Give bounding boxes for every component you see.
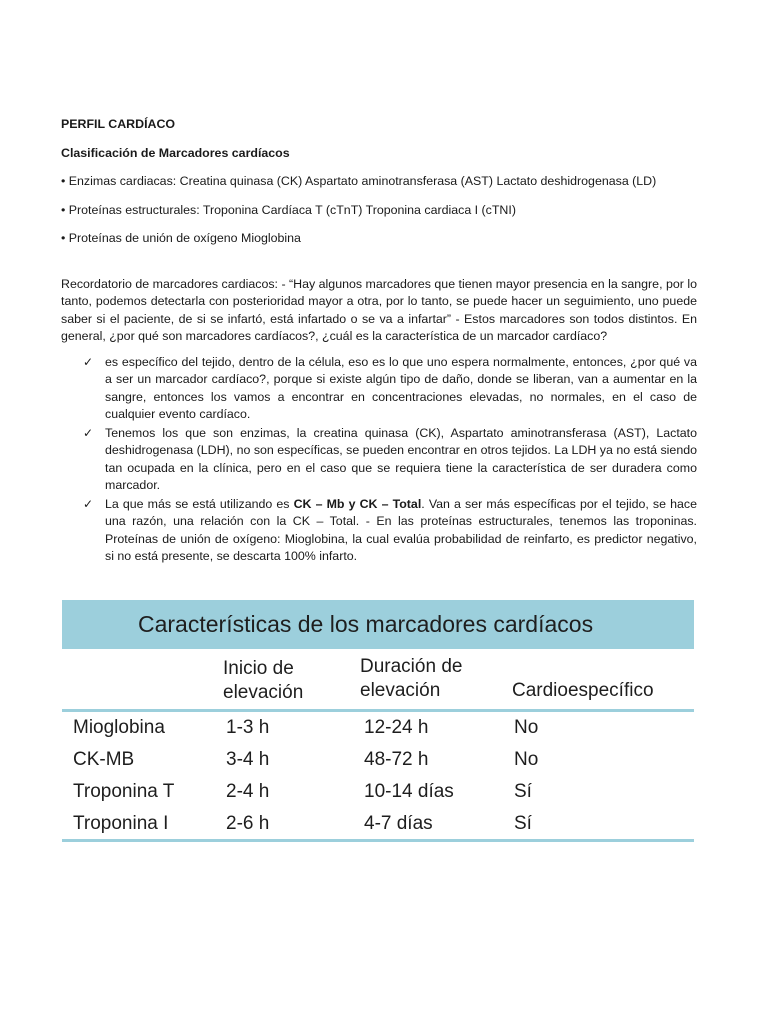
checklist [61,354,697,566]
bullet-enzymes: • Enzimas cardiacas: Creatina quinasa (CK) Aspartato aminotransferasa (AST) Lactato deshidrogenasa (LD) [61,174,657,188]
table-cell-duration: 10-14 días [364,781,454,802]
table-cell-duration: 48-72 h [364,749,429,770]
table-cell-specific: Sí [514,813,532,834]
checklist-item-text-post: . Van a ser más específicas por el tejido, se hace una razón, una relación con la CK – Total. - En las proteínas estructurales, tenemos las troponinas. Proteínas de unión de oxígeno: Mioglobina, la cual evalúa probabilidad de reinfarto, es predictor negativo, si no está presente, se descarta 100% infarto. [105,496,697,563]
checklist-item-text: Tenemos los que son enzimas, la creatina quinasa (CK), Aspartato aminotransferasa (AST), Lactato deshidrogenasa (LDH), no son específicas, se pueden encontrar en otros tejidos. La LDH ya no está siendo tan ocupada en la clínica, pero en el caso que se requiera tiene la característica de ser duradera como marcador. [105,425,697,492]
figure-header-band [62,600,694,649]
checkmark-icon: ✓ [83,425,94,440]
checklist-item-bold: CK – Mb y CK – Total [293,496,422,511]
table-cell-onset: 2-6 h [226,813,270,834]
table-cell-onset: 1-3 h [226,717,270,738]
table-cell-marker: Troponina T [73,781,175,802]
table-cell-duration: 4-7 días [364,813,433,834]
column-header-duration-line2: elevación [360,680,441,701]
table-cell-onset: 2-4 h [226,781,270,802]
table-cell-onset: 3-4 h [226,749,270,770]
table-cell-specific: Sí [514,781,532,802]
column-header-onset [223,657,303,705]
intro-paragraph: Recordatorio de marcadores cardiacos: - “Hay algunos marcadores que tienen mayor presencia en la sangre, por lo tanto, podemos detectarla con posterioridad mayor a otra, por lo tanto, se puede hacer un seguimiento, uno puede saber si el paciente, de si se infartó, está infartado o se va a infartar” - Estos marcadores son todos distintos. En general, ¿por qué son marcadores cardíacos?, ¿cuál es la característica de un marcador cardíaco? [61,276,697,343]
markers-figure [62,600,694,844]
checkmark-icon: ✓ [83,496,94,511]
table-cell-marker: Troponina I [73,813,169,834]
checklist-item-text: es específico del tejido, dentro de la célula, eso es lo que uno espera normalmente, entonces, ¿por qué va a ser un marcador cardíaco?, porque si existe algún tipo de daño, donde se liberan, van a aumentar en la sangre, entonces los vamos a encontrar en concentraciones elevadas, no normales, en el caso de cualquier evento cardíaco. [105,354,697,421]
page-title: PERFIL CARDÍACO [61,117,176,131]
table-cell-duration: 12-24 h [364,717,429,738]
checklist-item-text-pre: La que más se está utilizando es [105,496,294,511]
column-header-duration [360,655,462,703]
table-cell-marker: CK-MB [73,749,135,770]
column-header-onset-line2: elevación [223,682,304,703]
checklist-item [61,496,697,566]
column-header-cardiospecific: Cardioespecífico [512,680,654,701]
document-body [61,116,697,567]
bullet-oxygen-proteins: • Proteínas de unión de oxígeno Mioglobina [61,231,301,245]
section-subtitle: Clasificación de Marcadores cardíacos [61,145,290,160]
checklist-item [61,354,697,424]
table-bottom-rule [62,839,694,842]
checkmark-icon: ✓ [83,354,94,369]
bullet-structural-proteins: • Proteínas estructurales: Troponina Cardíaca T (cTnT) Troponina cardiaca I (cTNI) [61,202,516,217]
table-cell-marker: Mioglobina [73,717,165,738]
header-divider [62,709,694,712]
figure-title: Características de los marcadores cardíacos [138,611,594,637]
column-header-duration-line1: Duración de [360,656,463,677]
column-header-onset-line1: Inicio de [223,658,294,679]
table-cell-specific: No [514,717,539,738]
table-cell-specific: No [514,749,539,770]
checklist-item [61,425,697,495]
